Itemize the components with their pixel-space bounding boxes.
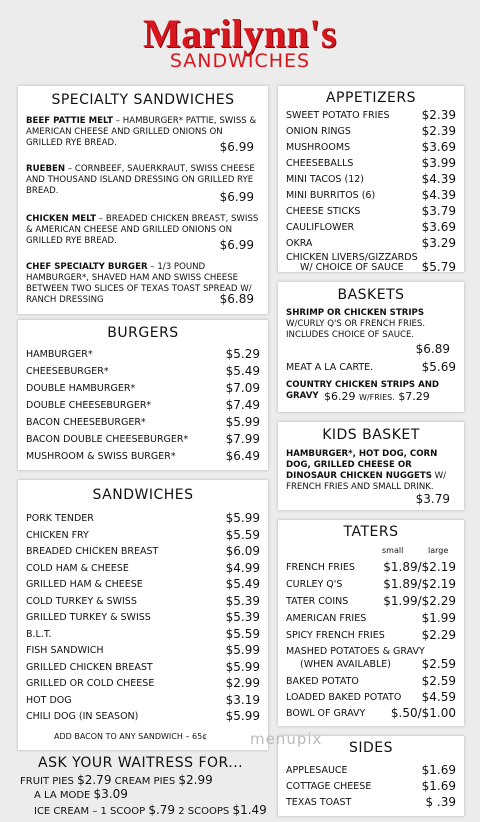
- menu-row: [26, 546, 260, 560]
- item-price: $5.29: [225, 347, 260, 361]
- cream-pies-price: $2.99: [178, 773, 213, 787]
- item-price: $7.29: [398, 390, 430, 403]
- menu-row: [286, 692, 456, 706]
- menu-row: [286, 596, 456, 610]
- menu-row: [286, 206, 456, 220]
- item-price: $6.99: [219, 140, 254, 154]
- item-price: $2.59: [421, 657, 456, 671]
- menu-row: [286, 158, 456, 172]
- sides-panel: [278, 736, 464, 816]
- item-price: $7.09: [225, 381, 260, 395]
- item-name: FRENCH FRIES: [286, 562, 355, 573]
- shrimp-basket: [286, 308, 456, 341]
- item-price: $ .39: [425, 795, 456, 809]
- item-desc: W/CURLY Q'S OR FRENCH FRIES. INCLUDES CHOICE OF SAUCE.: [286, 319, 426, 340]
- menu-row: [286, 579, 456, 593]
- menu-row: [26, 400, 260, 414]
- menu-row: [26, 451, 260, 465]
- a-la-mode-row: [34, 787, 128, 801]
- appetizers-panel: [278, 86, 464, 272]
- item-name: CHEESEBURGER*: [26, 366, 109, 377]
- a-la-mode-label: A LA MODE: [34, 790, 91, 801]
- a-la-mode-price: $3.09: [93, 787, 128, 801]
- item-price: $6.89: [219, 292, 254, 306]
- item-price: $5.99: [225, 659, 260, 674]
- burgers-title: BURGERS: [107, 325, 179, 341]
- item-name: MASHED POTATOES & GRAVY: [286, 646, 425, 657]
- item-price: $6.89: [415, 342, 450, 356]
- item-price: $1.89/$2.19: [383, 577, 456, 591]
- item-name: ONION RINGS: [286, 126, 351, 137]
- menu-row: [286, 562, 456, 576]
- item-price: $6.99: [219, 238, 254, 252]
- cream-pies-label: CREAM PIES: [114, 776, 176, 787]
- item-price: $5.99: [225, 643, 260, 657]
- ice-cream-1-price: $.79: [148, 803, 176, 817]
- item-name: CHEF SPECIALTY BURGER: [26, 262, 148, 272]
- item-name: AMERICAN FRIES: [286, 613, 367, 624]
- item-price: $1.99: [421, 611, 456, 625]
- menu-row: [286, 797, 456, 811]
- bacon-note: ADD BACON TO ANY SANDWICH – 65¢: [54, 732, 208, 741]
- item-name: RUEBEN: [26, 164, 66, 174]
- fries-label: W/FRIES.: [359, 393, 395, 402]
- item-price: $5.39: [225, 610, 260, 624]
- menu-row: [26, 692, 260, 709]
- item-price: $3.79: [415, 492, 450, 506]
- dessert-footer: [0, 752, 275, 822]
- ice-cream-row: [34, 803, 267, 817]
- menu-row: [286, 110, 456, 124]
- item-price: $4.59: [421, 690, 456, 704]
- item-name: B.L.T.: [26, 628, 52, 640]
- kids-panel: [278, 422, 464, 510]
- item-name: OKRA: [286, 238, 313, 249]
- menu-row: [26, 434, 260, 448]
- menu-row: [26, 383, 260, 397]
- item-name: HOT DOG: [26, 694, 72, 706]
- menu-row: [26, 366, 260, 380]
- kids-desc: [286, 449, 456, 493]
- item-name: SHRIMP OR CHICKEN STRIPS: [286, 308, 425, 318]
- menu-row: [286, 613, 456, 627]
- brand-title: Marilynn's: [143, 11, 337, 56]
- menu-row: [286, 238, 456, 252]
- item-name: DOUBLE CHEESEBURGER*: [26, 400, 152, 411]
- sandwiches-panel: [18, 480, 268, 750]
- item-price: $7.99: [225, 432, 260, 446]
- item-price: $6.99: [219, 190, 254, 204]
- item-name: CHICKEN MELT: [26, 214, 97, 224]
- item-desc: – 1/3 POUND HAMBURGER*, SHAVED HAM AND SWISS CHEESE BETWEEN TWO SLICES OF TEXAS TOAST SPREAD W/ RANCH DRESSING: [26, 262, 252, 305]
- item-name: MEAT A LA CARTE.: [286, 362, 374, 373]
- item-name: GRILLED CHICKEN BREAST: [26, 661, 153, 673]
- item-name: W/ CHOICE OF SAUCE: [300, 262, 404, 272]
- taters-title: TATERS: [343, 524, 399, 540]
- item-name: COUNTRY CHICKEN STRIPS AND GRAVY: [286, 380, 440, 401]
- item-price: $3.29: [421, 236, 456, 250]
- menu-row: [286, 174, 456, 188]
- item-price: $4.39: [421, 188, 456, 202]
- item-name: COLD TURKEY & SWISS: [26, 595, 137, 607]
- sides-title: SIDES: [348, 740, 394, 756]
- item-price: $5.49: [225, 364, 260, 378]
- item-name: CHICKEN FRY: [26, 529, 89, 541]
- item-desc: – BREADED CHICKEN BREAST, SWISS & AMERICAN CHEESE AND GRILLED ONIONS ON GRILLED RYE BREAD.: [26, 214, 259, 246]
- item-price: $1.69: [421, 763, 456, 777]
- item-name: GRILLED HAM & CHEESE: [26, 579, 143, 590]
- item-name: BOWL OF GRAVY: [286, 708, 366, 719]
- item-price: $5.99: [225, 709, 260, 723]
- menu-row: [286, 659, 456, 673]
- appetizers-title: APPETIZERS: [325, 90, 417, 106]
- menu-row: [286, 765, 456, 779]
- item-name: GRILLED TURKEY & SWISS: [26, 612, 151, 623]
- item-name: MUSHROOMS: [286, 142, 351, 153]
- menu-row: [26, 612, 260, 626]
- menu-row: [286, 676, 456, 690]
- item-name: BAKED POTATO: [286, 676, 359, 687]
- item-price: $.50/$1.00: [390, 706, 456, 720]
- item-price: $2.99: [225, 676, 260, 690]
- item-price: $4.39: [421, 172, 456, 186]
- menu-header: [0, 0, 480, 80]
- specialty-title: SPECIALTY SANDWICHES: [51, 92, 235, 108]
- item-name: TEXAS TOAST: [286, 797, 352, 808]
- col-small: small: [382, 546, 404, 555]
- item-price: $6.09: [225, 544, 260, 558]
- item-name: CHEESEBALLS: [286, 158, 354, 169]
- pies-row: [20, 773, 213, 787]
- item-name: COTTAGE CHEESE: [286, 781, 372, 792]
- item-name: PORK TENDER: [26, 513, 94, 524]
- item-name: BACON DOUBLE CHEESEBURGER*: [26, 434, 189, 445]
- col-large: large: [428, 546, 449, 555]
- watermark: menupix: [250, 730, 323, 748]
- item-price: $3.19: [225, 692, 260, 707]
- menu-row: [26, 417, 260, 431]
- country-prices: [324, 390, 430, 403]
- item-price: $3.99: [421, 156, 456, 170]
- item-price: $7.49: [225, 398, 260, 412]
- item-price: $1.99/$2.29: [383, 594, 456, 608]
- item-price: $3.69: [421, 140, 456, 154]
- ice-cream-2-label: 2 SCOOPS: [178, 806, 230, 817]
- menu-row: [286, 630, 456, 644]
- baskets-title: BASKETS: [337, 287, 405, 303]
- baskets-panel: [278, 282, 464, 412]
- menu-row: [26, 349, 260, 363]
- ice-cream-2-price: $1.49: [232, 803, 267, 817]
- item-price: $5.99: [225, 511, 260, 525]
- item-price: $3.79: [421, 204, 456, 218]
- brand-subtitle: SANDWICHES: [169, 50, 311, 72]
- menu-row: [26, 513, 260, 527]
- item-price: $5.69: [421, 360, 456, 374]
- item-name: MINI BURRITOS (6): [286, 190, 376, 201]
- fruit-pies-price: $2.79: [77, 773, 112, 787]
- item-name: COLD HAM & CHEESE: [26, 562, 129, 574]
- item-name: CHILI DOG (IN SEASON): [26, 711, 139, 722]
- item-price: $3.69: [421, 220, 456, 234]
- ice-cream-label: ICE CREAM – 1 SCOOP: [34, 806, 146, 817]
- menu-row: [26, 645, 260, 659]
- menu-row: [26, 527, 260, 544]
- menu-row: [26, 711, 260, 725]
- kids-title: KIDS BASKET: [322, 427, 420, 443]
- item-price: $1.69: [421, 779, 456, 793]
- burgers-panel: [18, 320, 268, 470]
- item-name: BACON CHEESEBURGER*: [26, 417, 146, 428]
- item-name: HAMBURGER*: [26, 349, 93, 360]
- specialty-panel: [18, 86, 268, 314]
- item-name: MUSHROOM & SWISS BURGER*: [26, 451, 176, 462]
- item-price: $2.39: [421, 108, 456, 122]
- item-name: CHEESE STICKS: [286, 206, 361, 217]
- item-name: (WHEN AVAILABLE): [300, 659, 391, 670]
- item-price: $2.39: [421, 124, 456, 138]
- item-price: $6.29: [324, 390, 356, 403]
- item-desc: – HAMBURGER* PATTIE, SWISS & AMERICAN CHEESE AND GRILLED ONIONS ON GRILLED RYE BREAD.: [26, 116, 257, 148]
- fruit-pies-label: FRUIT PIES: [20, 776, 74, 787]
- item-price: $4.99: [225, 560, 260, 575]
- sandwiches-title: SANDWICHES: [92, 487, 194, 503]
- item-name: LOADED BAKED POTATO: [286, 692, 402, 703]
- item-price: $5.59: [225, 626, 260, 641]
- item-name: FISH SANDWICH: [26, 645, 104, 656]
- menu-row: [26, 593, 260, 610]
- ask-waitress: ASK YOUR WAITRESS FOR...: [38, 755, 244, 771]
- menu-row: [286, 190, 456, 204]
- item-name: CURLEY Q'S: [286, 579, 343, 590]
- item-name: CHICKEN LIVERS/GIZZARDS: [286, 252, 418, 263]
- item-name: GRILLED OR COLD CHEESE: [26, 678, 155, 689]
- menu-row: [26, 659, 260, 676]
- item-name: DOUBLE HAMBURGER*: [26, 383, 136, 394]
- menu-row: [26, 678, 260, 692]
- item-price: $2.29: [421, 628, 456, 642]
- menu-row: [26, 560, 260, 577]
- item-price: $5.49: [225, 577, 260, 591]
- item-price: $5.39: [225, 593, 260, 608]
- item-name: BEEF PATTIE MELT: [26, 116, 113, 126]
- taters-panel: [278, 520, 464, 726]
- menu-row: [286, 126, 456, 140]
- menu-row: [286, 222, 456, 236]
- kids-sides: W/ FRENCH FRIES AND SMALL DRINK.: [286, 471, 447, 492]
- item-price: $6.49: [225, 449, 260, 463]
- item-name: APPLESAUCE: [286, 765, 348, 776]
- menu-row: [286, 262, 456, 272]
- item-price: $1.89/$2.19: [383, 560, 456, 574]
- menu-row: [26, 579, 260, 593]
- item-price: $5.79: [421, 260, 456, 272]
- menu-row: [286, 708, 456, 722]
- menu-row: [286, 362, 456, 376]
- item-name: TATER COINS: [286, 596, 349, 607]
- menu-row: [286, 781, 456, 795]
- item-price: $5.59: [225, 527, 260, 542]
- menu-row: [26, 626, 260, 643]
- item-price: $2.59: [421, 674, 456, 688]
- item-name: SWEET POTATO FRIES: [286, 110, 390, 121]
- item-name: BREADED CHICKEN BREAST: [26, 546, 159, 557]
- item-name: SPICY FRENCH FRIES: [286, 630, 385, 641]
- item-desc: – CORNBEEF, SAUERKRAUT, SWISS CHEESE AND THOUSAND ISLAND DRESSING ON GRILLED RYE BREAD.: [26, 164, 255, 196]
- kids-items: HAMBURGER*, HOT DOG, CORN DOG, GRILLED CHEESE OR DINOSAUR CHICKEN NUGGETS: [286, 449, 438, 481]
- item-name: CAULIFLOWER: [286, 222, 355, 233]
- menu-row: [286, 142, 456, 156]
- item-name: MINI TACOS (12): [286, 174, 364, 185]
- item-price: $5.99: [225, 415, 260, 429]
